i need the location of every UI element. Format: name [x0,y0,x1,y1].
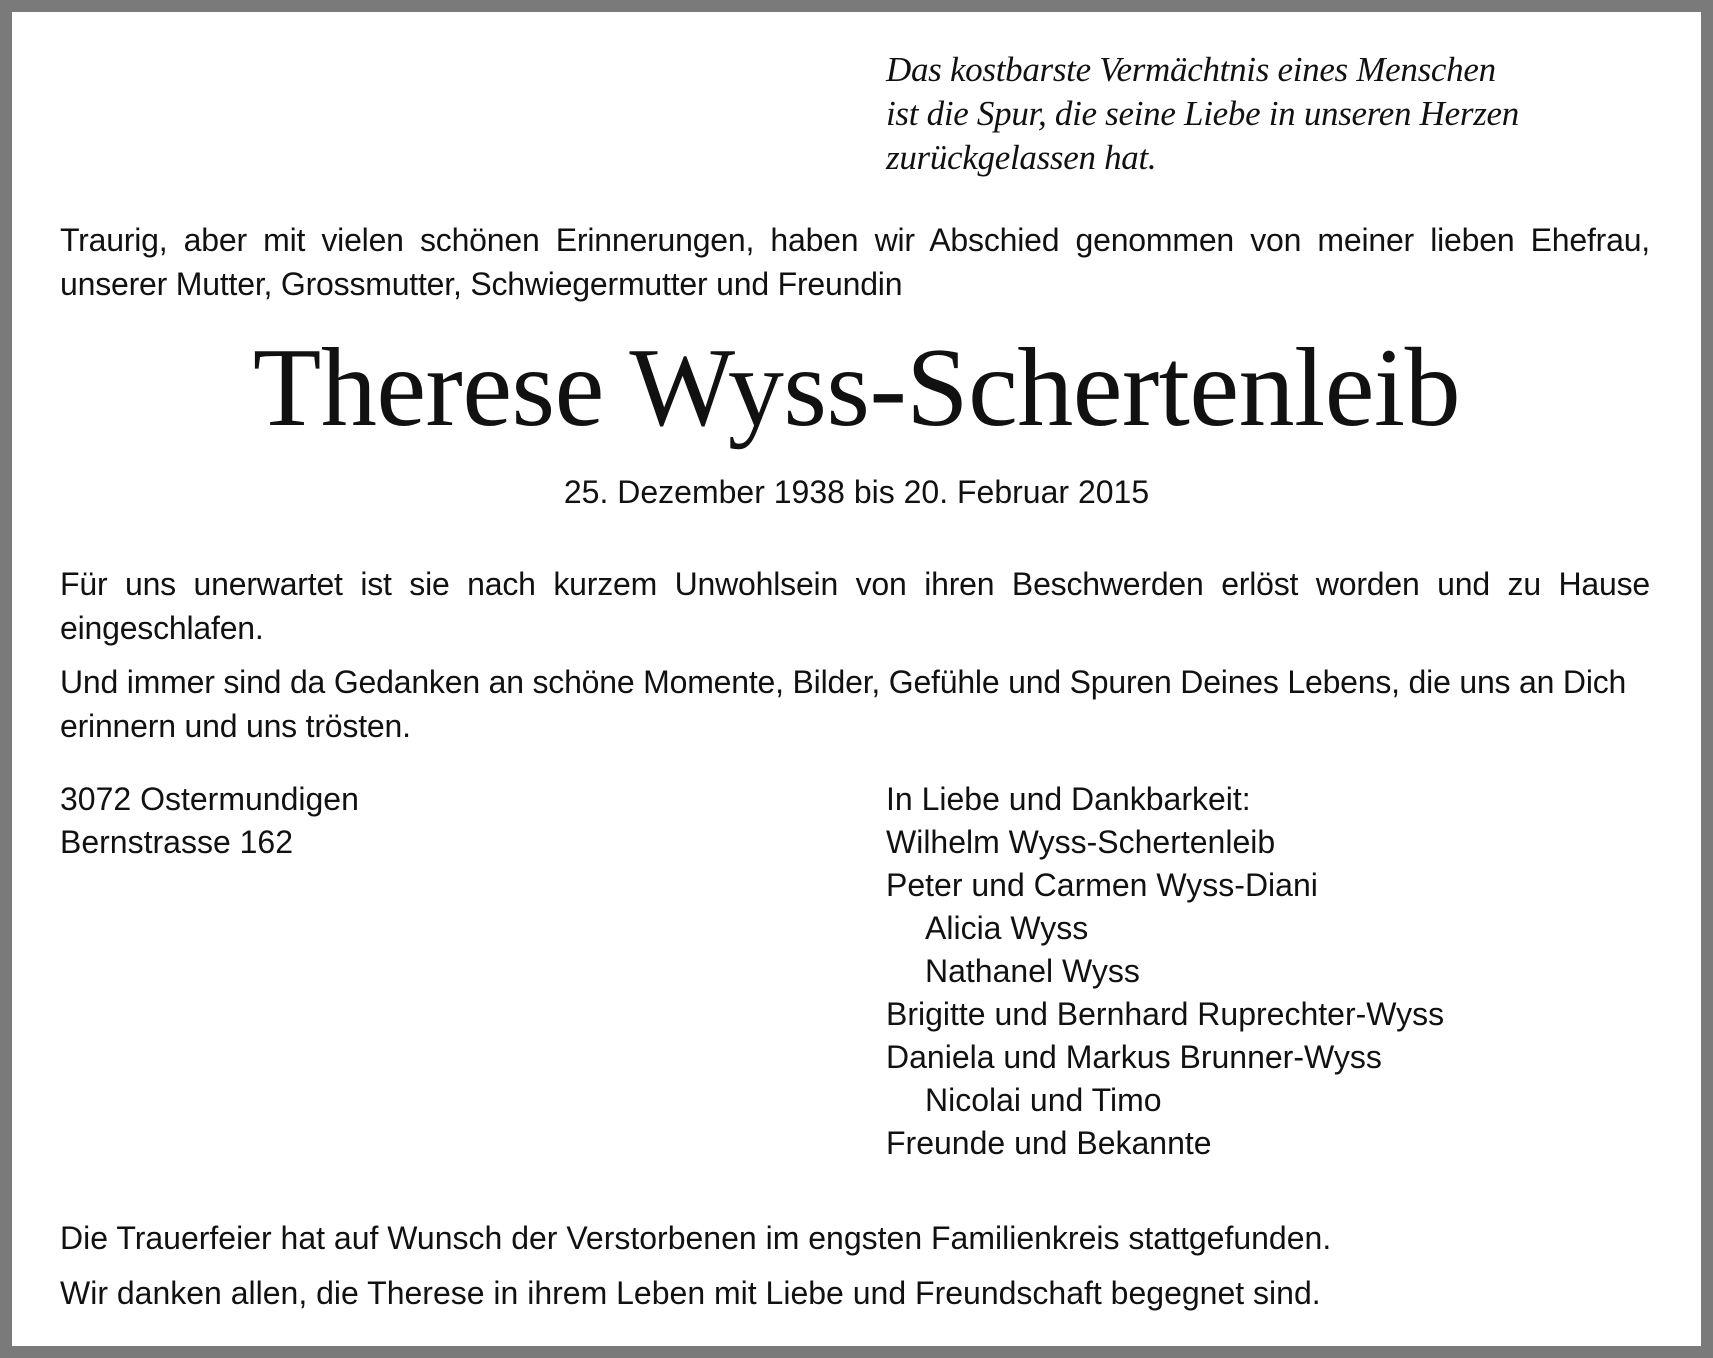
address-street: Bernstrasse 162 [60,824,294,860]
thanks-note: Wir danken allen, die Therese in ihrem Leben mit Liebe und Freundschaft begegnet sind. [60,1275,1321,1311]
mourners-list [886,778,1444,1165]
mourner-entry: Freunde und Bekannte [886,1125,1212,1161]
mourner-entry: Nicolai und Timo [925,1082,1162,1118]
address-block [60,778,359,864]
mourner-entry: Wilhelm Wyss-Schertenleib [886,824,1276,860]
mourner-entry: Peter und Carmen Wyss-Diani [886,867,1318,903]
obituary-card [12,12,1701,1346]
mourner-entry: Daniela und Markus Brunner-Wyss [886,1039,1382,1075]
body-paragraph-2: Und immer sind da Gedanken an schöne Momente, Bilder, Gefühle und Spuren Deines Lebens, die uns an Dich erinnern und uns trösten. [60,664,1627,744]
mourners-heading: In Liebe und Dankbarkeit: [886,781,1251,817]
life-dates: 25. Dezember 1938 bis 20. Februar 2015 [563,474,1150,510]
deceased-name: Therese Wyss-Schertenleib [252,326,1461,450]
quote-line: Das kostbarste Vermächtnis eines Menschen [886,50,1496,89]
quote-line: ist die Spur, die seine Liebe in unseren Herzen [886,94,1519,133]
quote-line: zurückgelassen hat. [886,138,1157,177]
mourner-entry: Brigitte und Bernhard Ruprechter-Wyss [886,996,1445,1032]
body-paragraph-1: Für uns unerwartet ist sie nach kurzem Unwohlsein von ihren Beschwerden erlöst worden und zu Hause eingeschlafen. [60,566,1650,646]
address-city: 3072 Ostermundigen [60,781,359,817]
funeral-note: Die Trauerfeier hat auf Wunsch der Verstorbenen im engsten Familienkreis stattgefunden. [60,1220,1332,1256]
intro-text: Traurig, aber mit vielen schönen Erinnerungen, haben wir Abschied genommen von meiner lieben Ehefrau, unserer Mutter, Grossmutter, Schwiegermutter und Freundin [60,222,1650,302]
epigraph-quote [886,48,1519,180]
mourner-entry: Alicia Wyss [925,910,1089,946]
mourner-entry: Nathanel Wyss [925,953,1140,989]
